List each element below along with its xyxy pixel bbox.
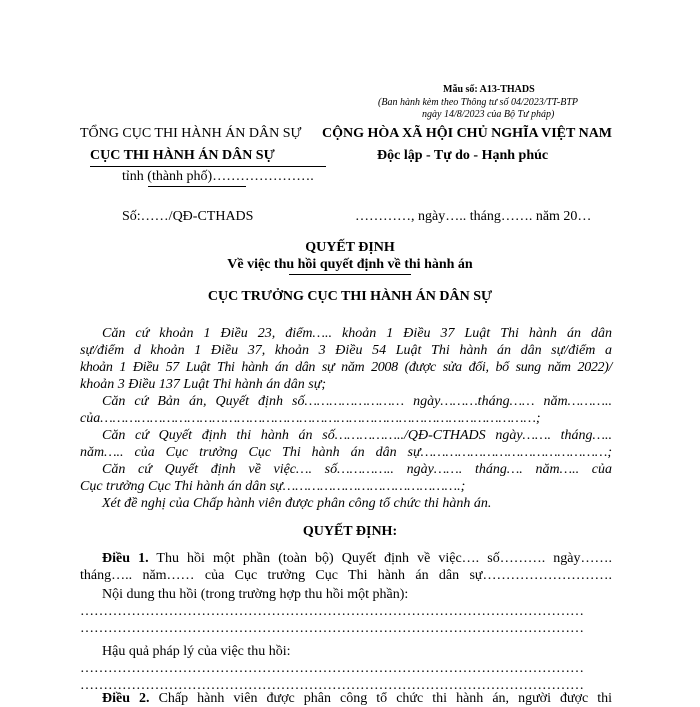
content-dots-1: ……………………………………………………………………………………………… <box>80 604 584 619</box>
basis-line: Căn cứ khoản 1 Điều 23, điểm….. khoản 1 Điều 37 Luật Thi hành án dân <box>102 326 612 341</box>
basis-line: khoản 1 Điều 57 Luật Thi hành án dân sự năm 2008 (được sửa đổi, bổ sung năm 2022)/ <box>80 360 612 375</box>
content-dots-2: ……………………………………………………………………………………………… <box>80 621 584 636</box>
consequence-dots-1: ……………………………………………………………………………………………… <box>80 661 584 676</box>
decision-heading: QUYẾT ĐỊNH: <box>302 524 398 539</box>
country-name: CỘNG HÒA XÃ HỘI CHỦ NGHĨA VIỆT NAM <box>322 126 613 141</box>
article1-label: Điều 1. <box>102 551 149 566</box>
article1-text: Thu hồi một phần (toàn bộ) Quyết định về việc…. số………. ngày……. <box>148 551 613 566</box>
basis-line: Cục trưởng Cục Thi hành án dân sự…………………………………….; <box>80 479 466 494</box>
basis-line: sự/điểm d khoản 1 Điều 37, khoản 3 Điều 54 Luật Thi hành án dân sự/điểm a <box>80 343 612 358</box>
document-date: …………, ngày….. tháng……. năm 20… <box>355 209 592 224</box>
article2-text: Chấp hành viên được phân công tổ chức thi hành án, người được thi <box>149 691 613 706</box>
decision-subject: Về việc thu hồi quyết định về thi hành án <box>227 257 473 272</box>
consequence-label: Hậu quả pháp lý của việc thu hồi: <box>102 644 291 659</box>
form-note-line2: ngày 14/8/2023 của Bộ Tư pháp) <box>422 109 555 120</box>
national-motto: Độc lập - Tự do - Hạnh phúc <box>377 148 549 163</box>
basis-line: năm….. của Cục trưởng Cục Thi hành án dân sự………………………………………; <box>80 445 612 460</box>
subject-underline <box>289 274 411 275</box>
content-label: Nội dung thu hồi (trong trường hợp thu hồi một phần): <box>102 587 409 602</box>
unit-name: CỤC THI HÀNH ÁN DÂN SỰ <box>90 148 275 163</box>
agency-name: TỔNG CỤC THI HÀNH ÁN DÂN SỰ <box>80 126 302 141</box>
issuing-authority: CỤC TRƯỞNG CỤC THI HÀNH ÁN DÂN SỰ <box>207 289 493 304</box>
basis-line: của……………………………………………………………………………………………; <box>80 411 541 426</box>
article1-line2: tháng….. năm…… của Cục trưởng Cục Thi hành án dân sự………………………. <box>80 568 612 583</box>
article2-line1 <box>80 690 612 707</box>
basis-line: Căn cứ Quyết định về việc…. số………….. ngày……. tháng…. năm….. của <box>102 462 612 477</box>
form-note-line1: (Ban hành kèm theo Thông tư số 04/2023/TT-BTP <box>378 97 578 108</box>
document-number: Số:……/QĐ-CTHADS <box>122 209 254 224</box>
basis-line: Xét đề nghị của Chấp hành viên được phân công tổ chức thi hành án. <box>102 496 492 511</box>
unit-underline <box>90 166 326 167</box>
form-code: Mẫu số: A13-THADS <box>443 84 535 95</box>
basis-line: khoản 3 Điều 137 Luật Thi hành án dân sự; <box>80 377 327 392</box>
basis-line: Căn cứ Bản án, Quyết định số…………………… ngày………tháng…… năm……….. <box>102 394 612 409</box>
consequence-dots-2: ……………………………………………………………………………………………… <box>80 678 584 693</box>
decision-title: QUYẾT ĐỊNH <box>305 240 395 255</box>
province-underline <box>148 186 246 187</box>
article1-line1 <box>80 550 612 567</box>
basis-line: Căn cứ Quyết định thi hành án số……………../QĐ-CTHADS ngày……. tháng….. <box>102 428 612 443</box>
article2-label: Điều 2. <box>102 691 150 706</box>
province-line: tỉnh (thành phố)…………………. <box>122 169 314 184</box>
